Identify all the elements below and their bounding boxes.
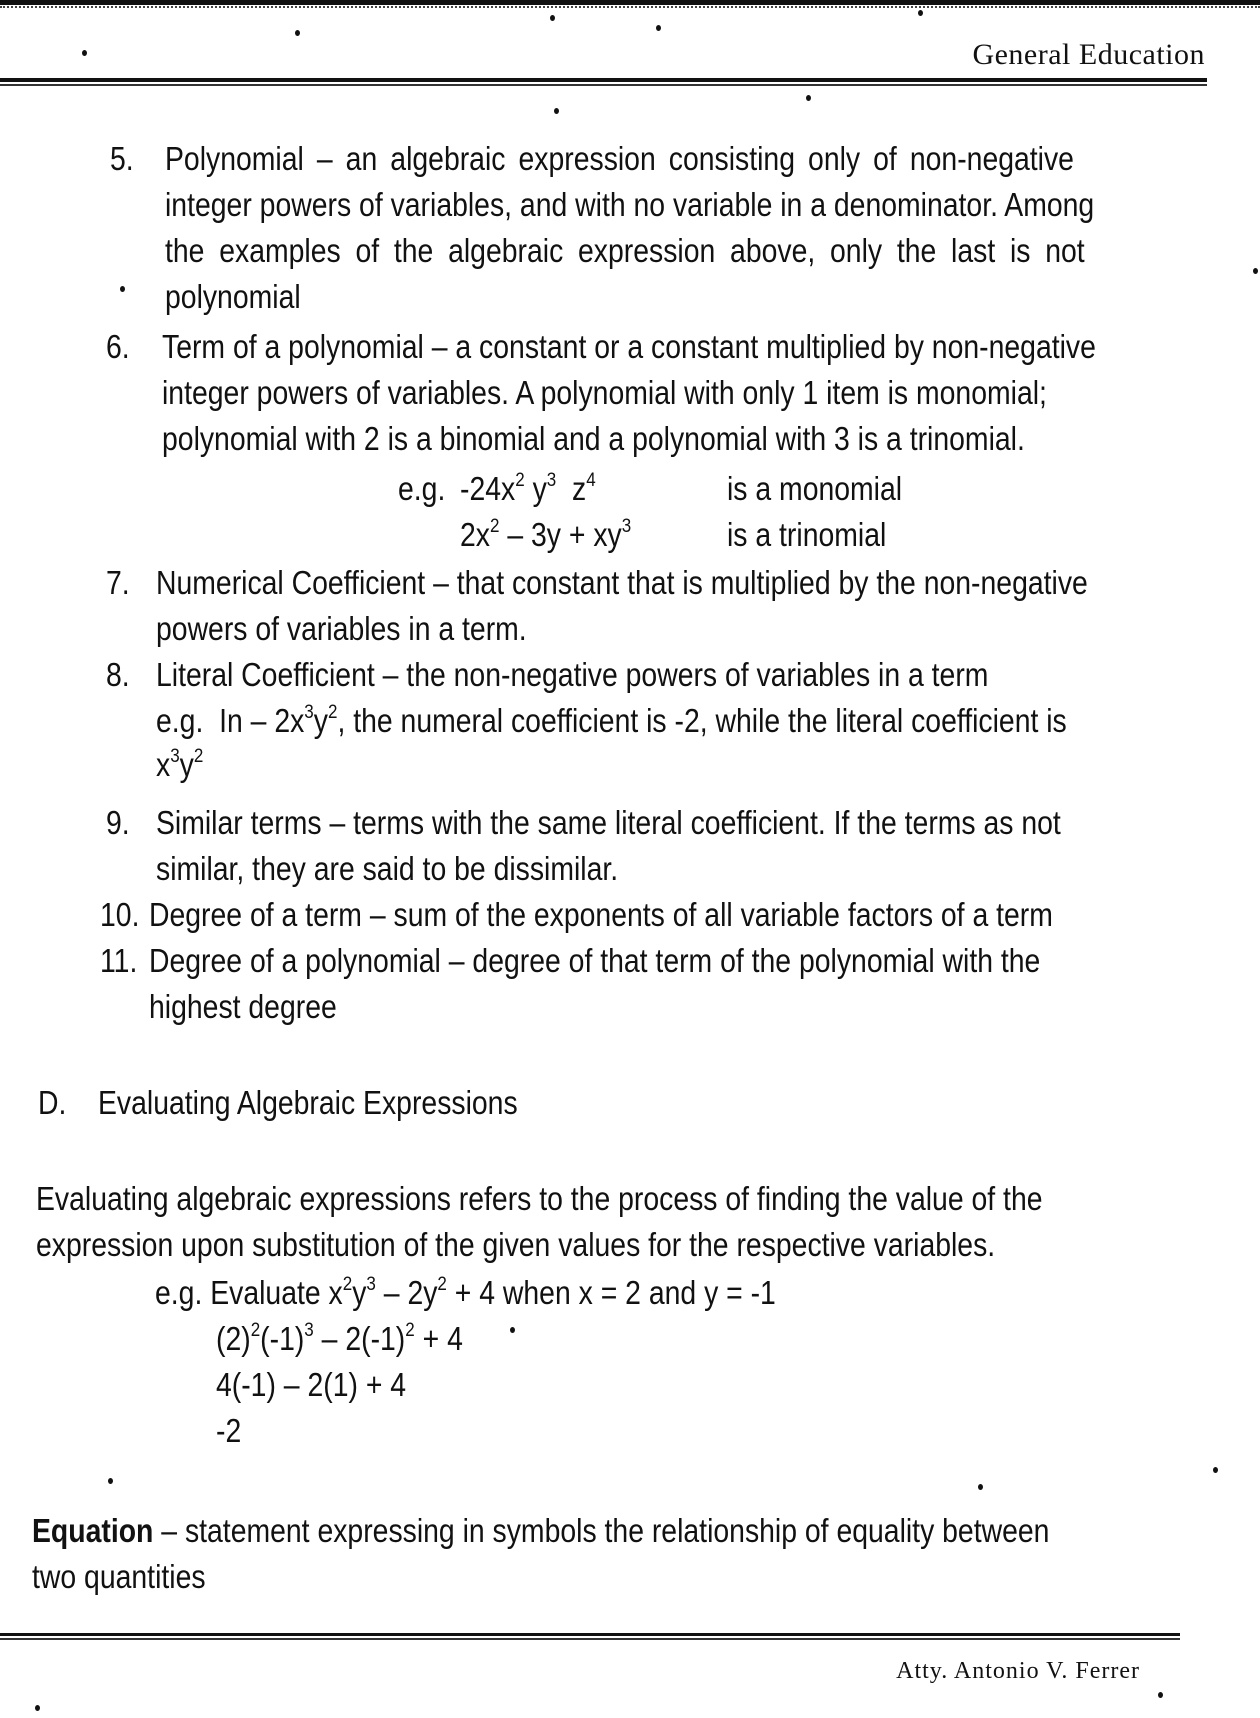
scan-speck — [82, 50, 87, 56]
expr-exponent: 2 — [342, 1273, 353, 1296]
example-intro — [155, 1270, 776, 1316]
expr-part: y — [352, 1274, 367, 1311]
scan-speck — [35, 1705, 40, 1711]
example-step — [216, 1316, 463, 1362]
item-line: polynomial with 2 is a binomial and a polynomial with 3 is a trinomial. — [162, 420, 1025, 457]
definition-term: Equation — [32, 1512, 154, 1549]
expr-exponent: 2 — [515, 469, 525, 492]
item-line: similar, they are said to be dissimilar. — [156, 850, 619, 887]
scan-speck — [1158, 1692, 1163, 1698]
expr-part: y — [179, 746, 194, 783]
scan-speck — [918, 10, 923, 16]
expr-part: -24x — [460, 470, 516, 507]
item-line: Literal Coefficient – the non-negative powers of variables in a term — [156, 656, 989, 693]
expr-exponent: 4 — [586, 469, 596, 492]
expr-part: (-1) — [260, 1320, 305, 1357]
expr-exponent: 3 — [304, 1319, 314, 1342]
paragraph-line: expression upon substitution of the given values for the respective variables. — [36, 1226, 996, 1263]
expr-part: x — [156, 746, 171, 783]
expr-exponent: 3 — [546, 469, 557, 492]
expr-part: 2x — [460, 516, 490, 553]
expr-exponent: 2 — [405, 1319, 415, 1342]
expr-exponent: 3 — [366, 1273, 376, 1296]
item-number: 6. — [106, 328, 130, 365]
item-number: 10. — [100, 896, 140, 933]
item-line: Similar terms – terms with the same literal coefficient. If the terms as not — [156, 804, 1061, 841]
expr-part: z — [556, 470, 587, 507]
example-expression — [460, 466, 596, 512]
expr-exponent: 3 — [170, 745, 180, 768]
item-line: Numerical Coefficient – that constant that is multiplied by the non-negative — [156, 564, 1088, 601]
item-example-tail — [156, 742, 203, 788]
expr-exponent: 2 — [437, 1273, 447, 1296]
example-expression — [460, 512, 631, 558]
expr-exponent: 3 — [304, 701, 314, 724]
top-border — [0, 0, 1260, 5]
item-number: 5. — [110, 140, 134, 177]
example-result: -2 — [216, 1412, 242, 1449]
footer-rule — [0, 1633, 1180, 1636]
expr-exponent: 2 — [250, 1319, 261, 1342]
expr-part: (2) — [216, 1320, 251, 1357]
expr-exponent: 3 — [621, 515, 632, 538]
scan-speck — [656, 25, 661, 31]
item-line: Polynomial – an algebraic expression consisting only of non-negative — [165, 140, 1074, 177]
item-number: 9. — [106, 804, 130, 841]
expr-part: – 2(-1) — [313, 1320, 406, 1357]
item-line: Term of a polynomial – a constant or a constant multiplied by non-negative — [162, 328, 1096, 365]
expr-part: + 4 — [414, 1320, 463, 1357]
example-description: is a trinomial — [727, 516, 887, 553]
running-header: General Education — [972, 38, 1205, 71]
scan-speck — [120, 286, 125, 292]
scan-speck — [554, 108, 559, 114]
item-number: 8. — [106, 656, 130, 693]
expr-part: y — [524, 470, 547, 507]
paragraph-line: Evaluating algebraic expressions refers to the process of finding the value of the — [36, 1180, 1043, 1217]
expr-part: e.g. Evaluate x — [155, 1274, 343, 1311]
item-line: integer powers of variables, and with no variable in a denominator. Among — [165, 186, 1095, 223]
scan-speck — [1253, 268, 1258, 274]
expr-exponent: 2 — [193, 745, 204, 768]
expr-exponent: 2 — [327, 701, 338, 724]
definition-line: two quantities — [32, 1558, 206, 1595]
item-line: integer powers of variables. A polynomial with only 1 item is monomial; — [162, 374, 1047, 411]
top-border-dotted — [0, 6, 1260, 10]
example-part: y — [313, 702, 328, 739]
example-part: , the numeral coefficient is -2, while the literal coefficient is — [337, 702, 1067, 739]
item-number: 11. — [100, 942, 138, 979]
scan-speck — [550, 15, 555, 21]
scan-speck — [108, 1478, 113, 1484]
running-footer: Atty. Antonio V. Ferrer — [896, 1658, 1140, 1684]
item-number: 7. — [106, 564, 130, 601]
section-title: Evaluating Algebraic Expressions — [98, 1084, 518, 1121]
scan-speck — [510, 1327, 515, 1333]
scan-speck — [978, 1484, 983, 1490]
scan-speck — [806, 95, 811, 101]
scan-speck — [1213, 1467, 1218, 1473]
expr-part: + 4 when x = 2 and y = -1 — [446, 1274, 776, 1311]
scan-speck — [295, 30, 300, 36]
item-line: highest degree — [149, 988, 337, 1025]
item-line: the examples of the algebraic expression above, only the last is not — [165, 232, 1085, 269]
section-letter: D. — [38, 1084, 67, 1121]
expr-part: – 3y + xy — [499, 516, 622, 553]
footer-rule-secondary — [0, 1638, 1180, 1640]
header-rule-secondary — [0, 84, 1207, 86]
item-line: Degree of a polynomial – degree of that term of the polynomial with the — [149, 942, 1041, 979]
item-line: polynomial — [165, 278, 301, 315]
expr-exponent: 2 — [489, 515, 500, 538]
expr-part: – 2y — [375, 1274, 438, 1311]
header-rule — [0, 78, 1207, 82]
item-line: Degree of a term – sum of the exponents of all variable factors of a term — [149, 896, 1053, 933]
item-line: powers of variables in a term. — [156, 610, 527, 647]
definition-text: – statement expressing in symbols the relationship of equality between — [153, 1512, 1050, 1549]
item-example — [156, 698, 1067, 744]
definition-line — [32, 1508, 1049, 1554]
example-description: is a monomial — [727, 470, 903, 507]
example-prefix: e.g. — [398, 470, 446, 507]
example-part: e.g. In – 2x — [156, 702, 305, 739]
example-step: 4(-1) – 2(1) + 4 — [216, 1366, 407, 1403]
